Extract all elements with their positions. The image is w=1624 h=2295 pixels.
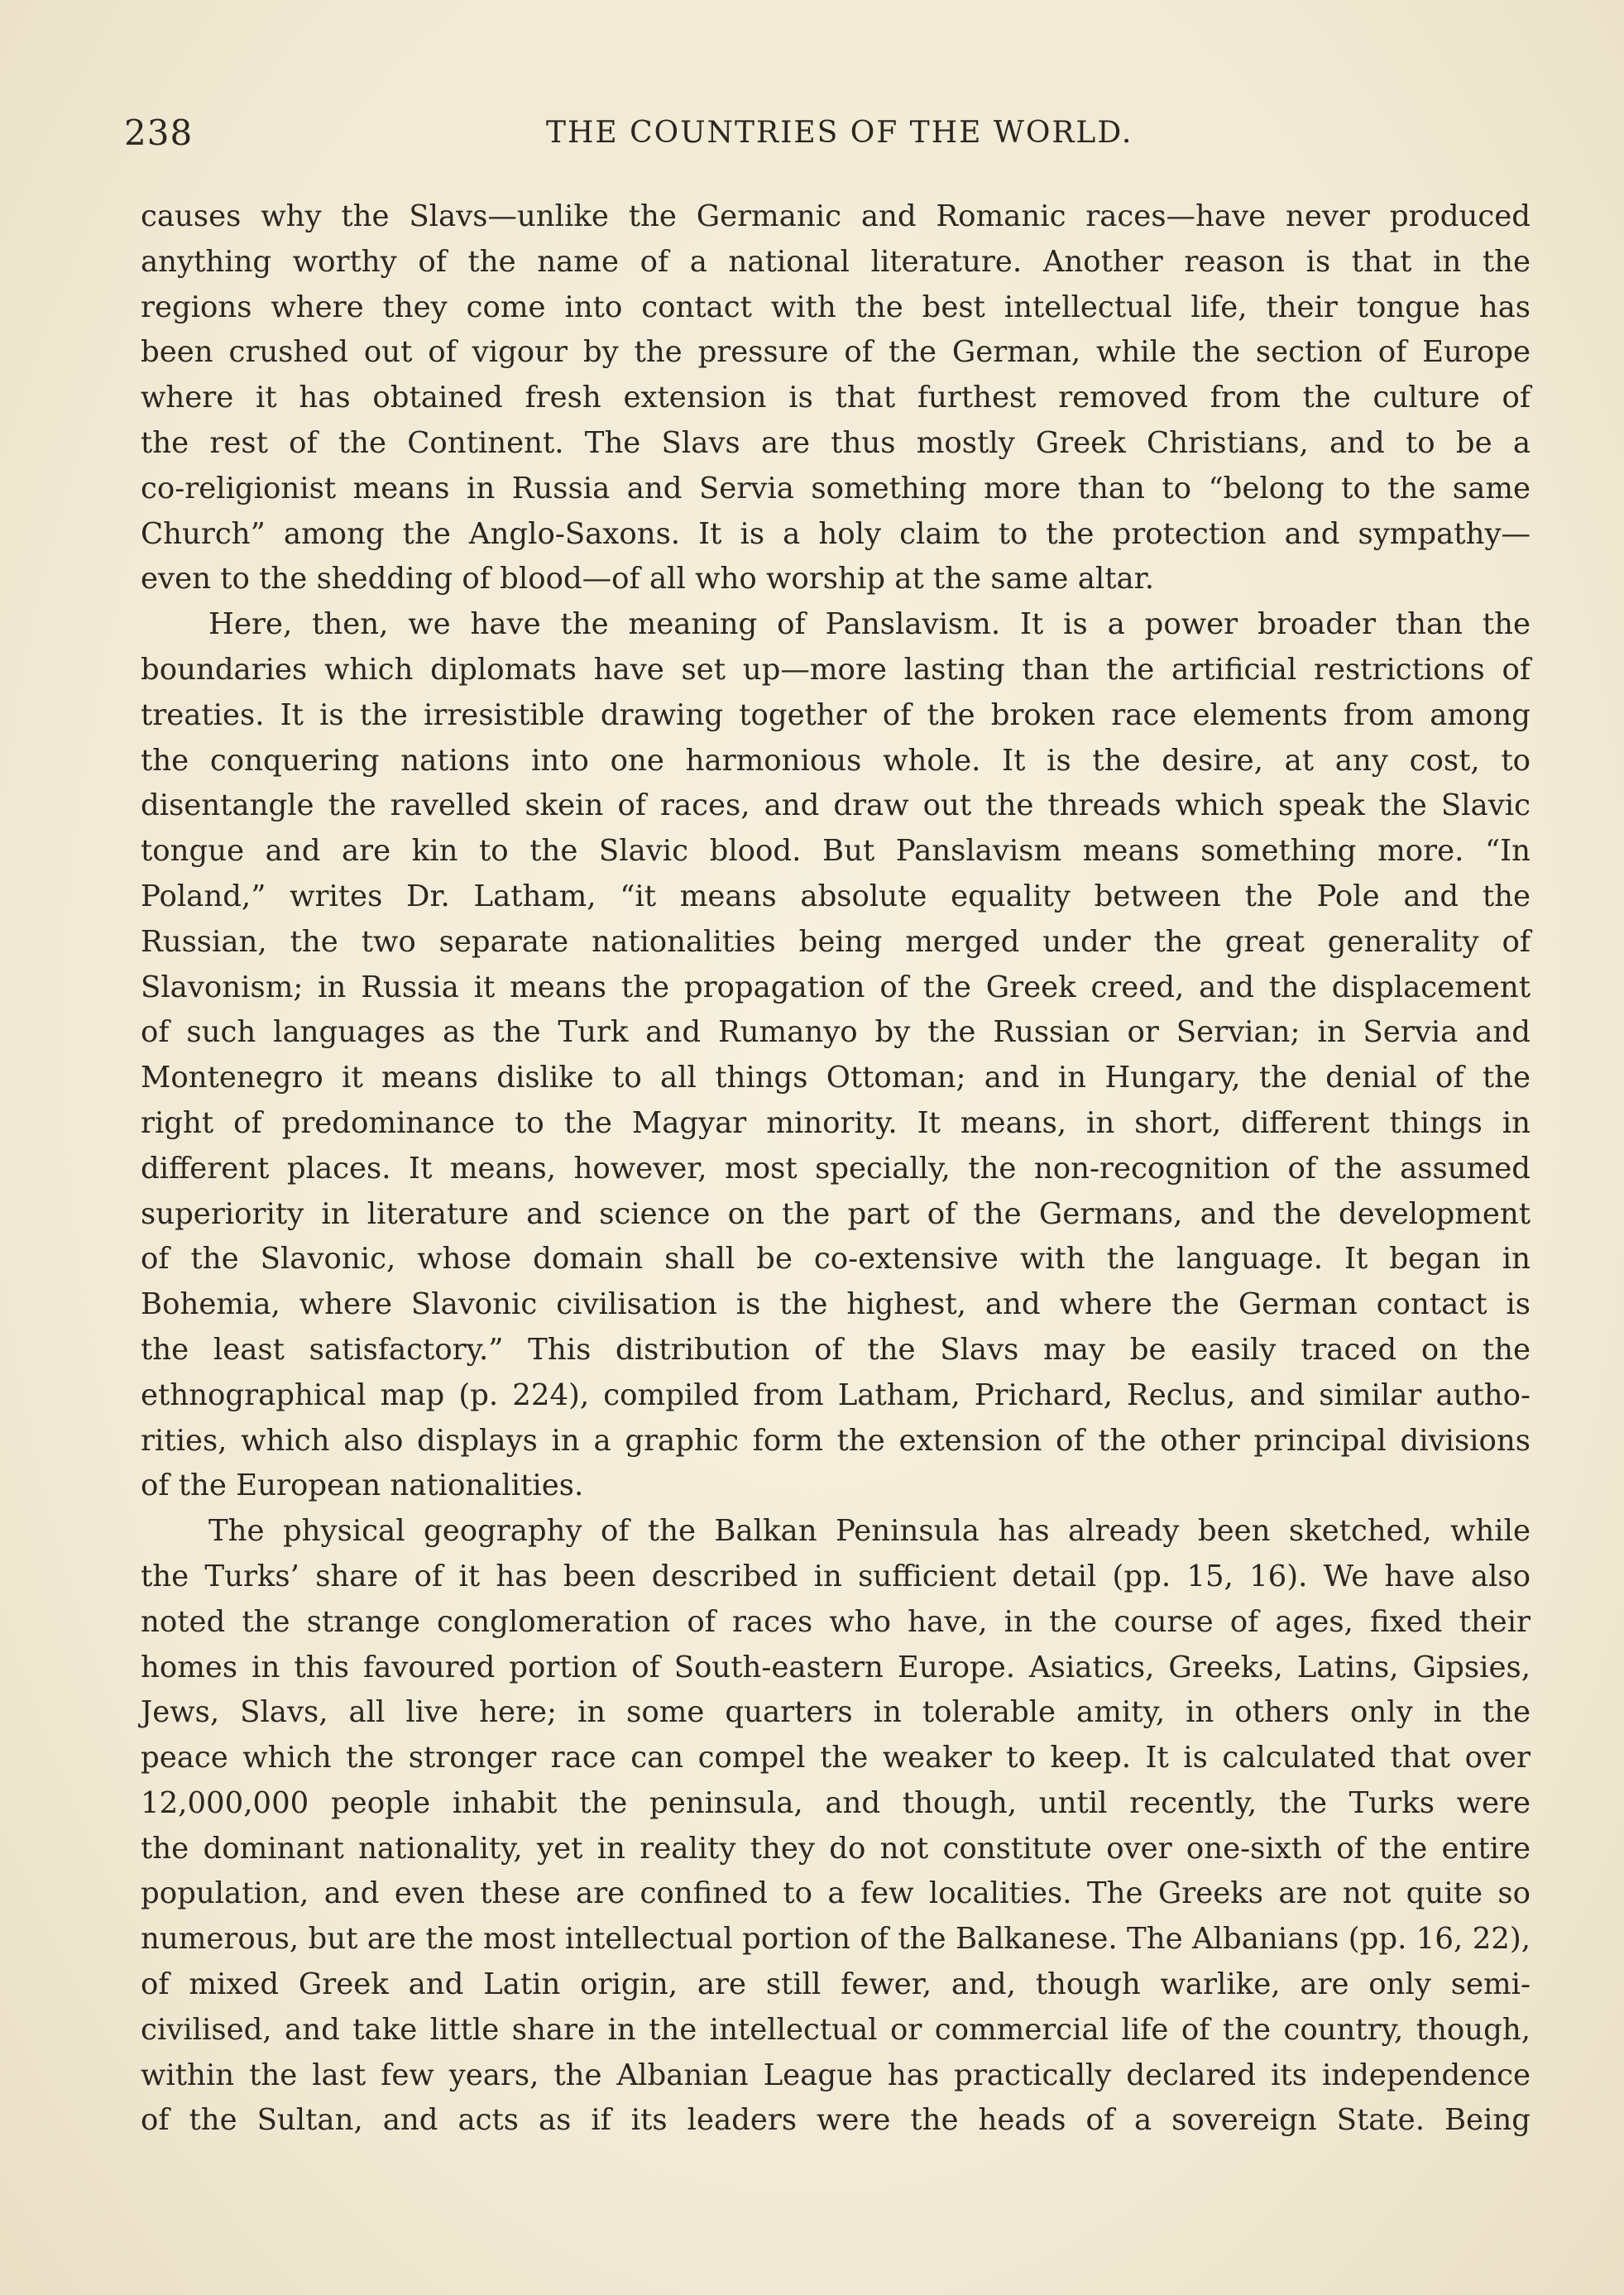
text-line: the least satisfactory.” This distribution of the Slavs may be easily traced on the <box>141 1332 1531 1367</box>
text-line: superiority in literature and science on the part of the Germans, and the development <box>141 1196 1531 1231</box>
text-line: tongue and are kin to the Slavic blood. But Panslavism means something more. “In <box>141 834 1531 869</box>
text-line: of the Slavonic, whose domain shall be co-extensive with the language. It began in <box>141 1242 1531 1277</box>
text-line: numerous, but are the most intellectual portion of the Balkanese. The Albanians (pp. 16, 22), <box>141 1922 1531 1957</box>
text-line: of the Sultan, and acts as if its leaders were the heads of a sovereign State. Being <box>141 2103 1531 2138</box>
text-line: of mixed Greek and Latin origin, are still fewer, and, though warlike, are only semi- <box>141 1967 1531 2002</box>
body-text <box>141 194 1531 2144</box>
text-line: ethnographical map (p. 224), compiled from Latham, Prichard, Reclus, and similar autho- <box>141 1377 1531 1412</box>
text-line: regions where they come into contact with the best intellectual life, their tongue has <box>141 290 1531 324</box>
text-line: the Turks’ share of it has been described in sufficient detail (pp. 15, 16). We have also <box>141 1559 1531 1593</box>
text-line: peace which the stronger race can compel the weaker to keep. It is calculated that over <box>141 1741 1531 1775</box>
text-line: of such languages as the Turk and Rumanyo by the Russian or Servian; in Servia and <box>141 1015 1531 1050</box>
text-line: Poland,” writes Dr. Latham, “it means absolute equality between the Pole and the <box>141 879 1531 913</box>
text-line: been crushed out of vigour by the pressure of the German, while the section of Europe <box>141 335 1531 370</box>
text-line: different places. It means, however, most specially, the non-recognition of the assumed <box>141 1151 1531 1186</box>
page-header <box>124 113 1531 162</box>
text-line: boundaries which diplomats have set up—more lasting than the artificial restrictions of <box>141 652 1531 687</box>
text-line: rities, which also displays in a graphic form the extension of the other principal divisions <box>141 1423 1531 1458</box>
text-line: Russian, the two separate nationalities being merged under the great generality of <box>141 924 1531 959</box>
text-line: within the last few years, the Albanian League has practically declared its independence <box>141 2058 1531 2092</box>
text-line: treaties. It is the irresistible drawing together of the broken race elements from among <box>141 697 1531 732</box>
text-line: of the European nationalities. <box>141 1469 584 1503</box>
text-line: Church” among the Anglo-Saxons. It is a holy claim to the protection and sympathy— <box>141 516 1531 551</box>
text-line: even to the shedding of blood—of all who worship at the same altar. <box>141 562 1154 597</box>
text-line: where it has obtained fresh extension is that furthest removed from the culture of <box>141 381 1531 415</box>
text-line: population, and even these are confined to a few localities. The Greeks are not quite so <box>141 1876 1531 1911</box>
text-line: right of predominance to the Magyar minority. It means, in short, different things in <box>141 1105 1531 1140</box>
paragraph-start-line: Here, then, we have the meaning of Panslavism. It is a power broader than the <box>208 607 1531 642</box>
running-title: THE COUNTRIES OF THE WORLD. <box>546 116 1133 150</box>
text-line: civilised, and take little share in the intellectual or commercial life of the country, though, <box>141 2012 1531 2047</box>
text-line: the rest of the Continent. The Slavs are thus mostly Greek Christians, and to be a <box>141 425 1531 460</box>
text-line: 12,000,000 people inhabit the peninsula, and though, until recently, the Turks were <box>141 1785 1531 1820</box>
text-line: Montenegro it means dislike to all things Ottoman; and in Hungary, the denial of the <box>141 1061 1531 1095</box>
text-line: the conquering nations into one harmonious whole. It is the desire, at any cost, to <box>141 743 1531 778</box>
text-line: Jews, Slavs, all live here; in some quarters in tolerable amity, in others only in the <box>141 1695 1531 1730</box>
text-line: the dominant nationality, yet in reality they do not constitute over one-sixth of the entire <box>141 1831 1531 1866</box>
page-number: 238 <box>124 113 194 153</box>
text-line: Slavonism; in Russia it means the propagation of the Greek creed, and the displacement <box>141 970 1531 1004</box>
text-line: causes why the Slavs—unlike the Germanic and Romanic races—have never produced <box>141 199 1531 233</box>
text-line: anything worthy of the name of a national literature. Another reason is that in the <box>141 244 1531 279</box>
text-line: disentangle the ravelled skein of races, and draw out the threads which speak the Slavic <box>141 788 1531 823</box>
text-line: homes in this favoured portion of South-eastern Europe. Asiatics, Greeks, Latins, Gipsies, <box>141 1650 1531 1684</box>
text-line: co-religionist means in Russia and Servia something more than to “belong to the same <box>141 471 1531 505</box>
text-line: noted the strange conglomeration of races who have, in the course of ages, fixed their <box>141 1604 1531 1639</box>
paragraph-start-line: The physical geography of the Balkan Peninsula has already been sketched, while <box>208 1514 1531 1549</box>
text-line: Bohemia, where Slavonic civilisation is the highest, and where the German contact is <box>141 1287 1531 1322</box>
